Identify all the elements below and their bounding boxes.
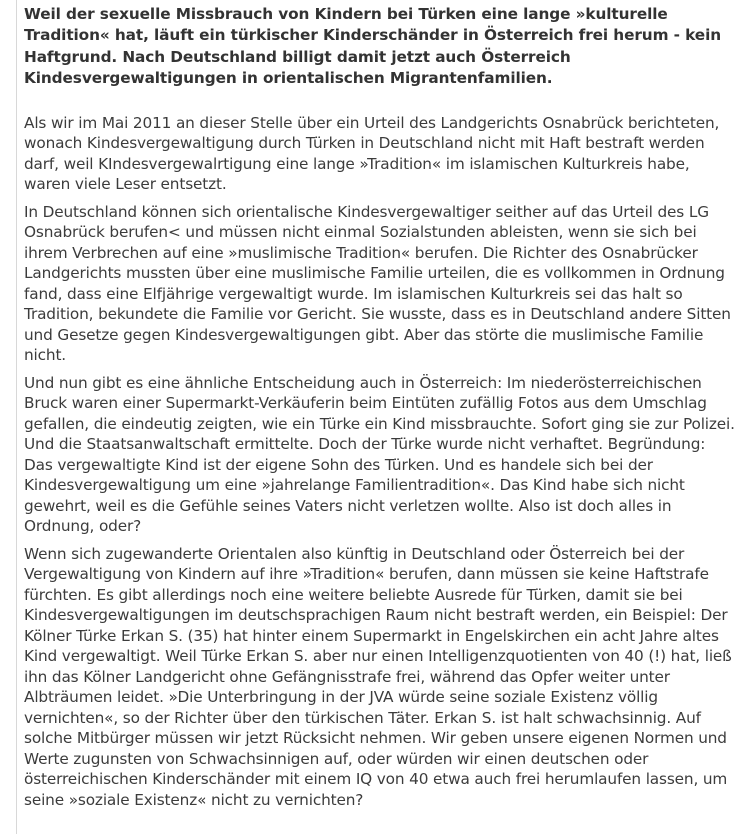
article-body — [24, 4, 736, 817]
article-paragraph-3: Und nun gibt es eine ähnliche Entscheidung auch in Österreich: Im niederösterreichischen Bruck waren einer Supermarkt-Verkäuferin beim Eintüten zufällig Fotos aus dem Umschlag gefallen, die eindeutig zeigten, wie ein Türke ein Kind missbrauchte. Sofort ging sie zur Polizei. Und die Staatsanwaltschaft ermittelte. Doch der Türke wurde nicht verhaftet. Begründung: Das vergewaltigte Kind ist der eigene Sohn des Türken. Und es handele sich bei der Kindesvergewaltigung um eine »jahrelange Familientradition«. Das Kind habe sich nicht gewehrt, weil es die Gefühle seines Vaters nicht verletzen wollte. Also ist doch alles in Ordnung, oder? — [24, 373, 735, 536]
left-border-rule — [16, 0, 17, 834]
article-paragraph-2: In Deutschland können sich orientalische Kindesvergewaltiger seither auf das Urteil des LG Osnabrück berufen< und müssen nicht einmal Sozialstunden ableisten, wenn sie sich bei ihrem Verbrechen auf eine »muslimische Tradition« berufen. Die Richter des Osnabrücker Landgerichts mussten über eine muslimische Familie urteilen, die es vollkommen in Ordnung fand, dass eine Elfjährige vergewaltigt wurde. Im islamischen Kulturkreis sei das halt so Tradition, bekundete die Familie vor Gericht. Sie wusste, dass es in Deutschland andere Sitten und Gesetze gegen Kindesvergewaltigungen gibt. Aber das störte die muslimische Familie nicht. — [24, 202, 731, 365]
article-paragraph-4: Wenn sich zugewanderte Orientalen also künftig in Deutschland oder Österreich bei der Vergewaltigung von Kindern auf ihre »Tradition« berufen, dann müssen sie keine Haftstrafe fürchten. Es gibt allerdings noch eine weitere beliebte Ausrede für Türken, damit sie bei Kindesvergewaltigungen im deutschsprachigen Raum nicht bestraft werden, ein Beispiel: Der Kölner Türke Erkan S. (35) hat hinter einem Supermarkt in Engelskirchen ein acht Jahre altes Kind vergewaltigt. Weil Türke Erkan S. aber nur einen Intelligenzquotienten von 40 (!) hat, ließ ihn das Kölner Landgericht ohne Gefängnisstrafe frei, während das Opfer weiter unter Albträumen leidet. »Die Unterbringung in der JVA würde seine soziale Existenz völlig vernichten«, so der Richter über den türkischen Täter. Erkan S. ist halt schwachsinnig. Auf solche Mitbürger müssen wir jetzt Rücksicht nehmen. Wir geben unsere eigenen Normen und Werte zugunsten von Schwachsinnigen auf, oder würden wir einen deutschen oder österreichischen Kinderschänder mit einem IQ von 40 etwa auch frei herumlaufen lassen, um seine »soziale Existenz« nicht zu vernichten? — [24, 544, 732, 809]
article-lead: Weil der sexuelle Missbrauch von Kindern bei Türken eine lange »kulturelle Tradition« hat, läuft ein türkischer Kinderschänder in Österreich frei herum - kein Haftgrund. Nach Deutschland billigt damit jetzt auch Österreich Kindesvergewaltigungen in orientalischen Migrantenfamilien. — [24, 5, 722, 88]
article-paragraph-1: Als wir im Mai 2011 an dieser Stelle über ein Urteil des Landgerichts Osnabrück berichteten, wonach Kindesvergewaltigung durch Türken in Deutschland nicht mit Haft bestraft werden darf, weil KIndesvergewalrtigung eine lange »Tradition« im islamischen Kulturkreis habe, waren viele Leser entsetzt. — [24, 113, 720, 194]
